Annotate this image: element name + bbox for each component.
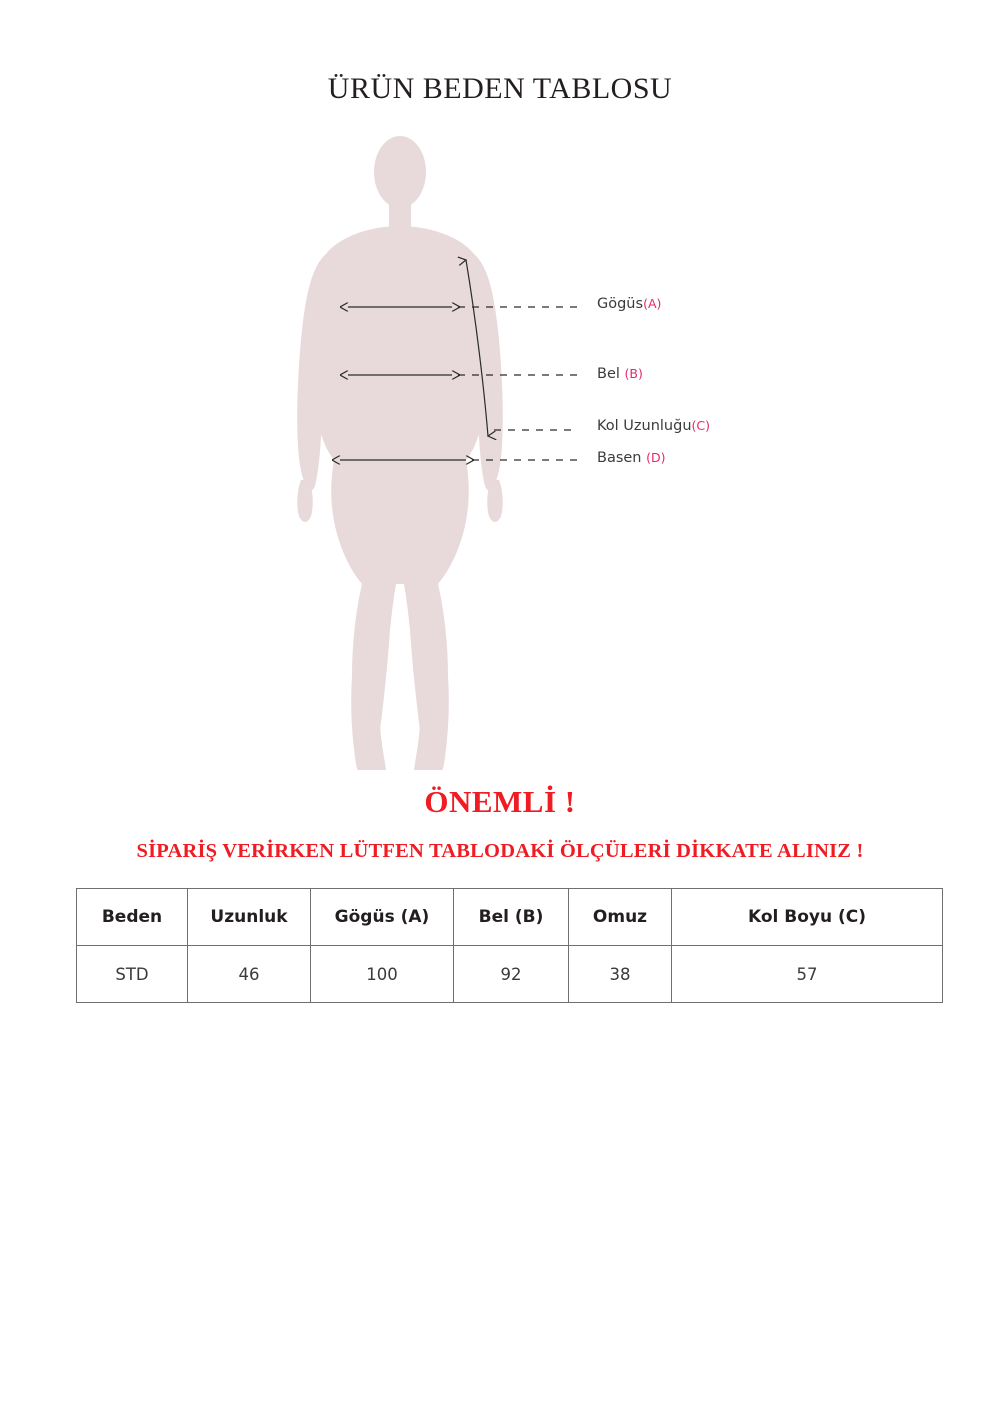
- cell-omuz: 38: [569, 946, 672, 1003]
- label-bust-text: Gögüs: [597, 296, 644, 312]
- column-header-uzunluk: Uzunluk: [188, 889, 311, 946]
- label-bust-code: (A): [643, 296, 662, 311]
- label-waist-code: (B): [624, 366, 643, 381]
- important-headline: ÖNEMLİ !: [424, 784, 576, 819]
- size-table-header-row: [77, 889, 943, 946]
- column-header-gogus: Gögüs (A): [311, 889, 454, 946]
- silhouette-shape: [297, 136, 503, 770]
- important-subline: SİPARİŞ VERİRKEN LÜTFEN TABLODAKİ ÖLÇÜLERİ DİKKATE ALINIZ !: [136, 840, 864, 862]
- label-hip-text: Basen: [597, 450, 642, 466]
- column-header-bel: Bel (B): [454, 889, 569, 946]
- label-hip-code: (D): [646, 450, 666, 465]
- table-row: [77, 946, 943, 1003]
- measurement-diagram: [0, 130, 1000, 770]
- label-bust: [597, 296, 661, 312]
- column-header-kol-boyu: Kol Boyu (C): [672, 889, 943, 946]
- cell-beden: STD: [77, 946, 188, 1003]
- page-title: ÜRÜN BEDEN TABLOSU: [327, 72, 673, 105]
- cell-kol-boyu: 57: [672, 946, 943, 1003]
- column-header-omuz: Omuz: [569, 889, 672, 946]
- cell-bel: 92: [454, 946, 569, 1003]
- column-header-beden: Beden: [77, 889, 188, 946]
- label-waist: [597, 366, 643, 382]
- label-sleeve: [597, 418, 710, 434]
- cell-gogus: 100: [311, 946, 454, 1003]
- body-silhouette-svg: [0, 130, 1000, 770]
- label-hip: [597, 450, 666, 466]
- label-sleeve-code: (C): [691, 418, 710, 433]
- cell-uzunluk: 46: [188, 946, 311, 1003]
- label-sleeve-text: Kol Uzunluğu: [597, 418, 692, 434]
- label-waist-text: Bel: [597, 366, 620, 382]
- size-table: [76, 888, 943, 1003]
